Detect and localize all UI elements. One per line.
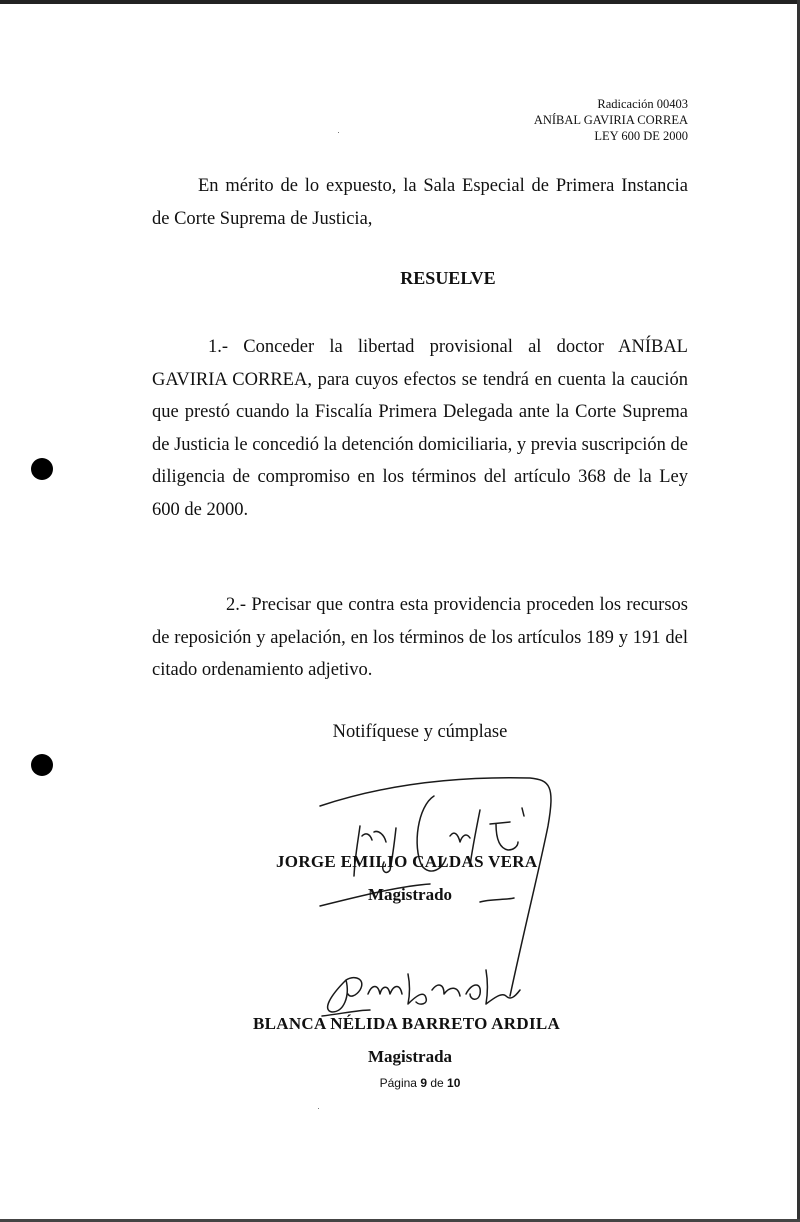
- footer-prefix: Página: [379, 1076, 417, 1090]
- signatory-2-name: BLANCA NÉLIDA BARRETO ARDILA: [253, 1014, 561, 1033]
- signatory-2-role: Magistrada: [368, 1047, 453, 1066]
- signatory-1-name: JORGE EMILIO CALDAS VERA: [276, 852, 538, 871]
- case-law: LEY 600 DE 2000: [594, 129, 688, 143]
- scan-speck: [338, 132, 339, 133]
- punch-hole-bottom: [31, 754, 53, 776]
- resolution-item-2: [152, 589, 688, 687]
- signatory-1-role: Magistrado: [368, 885, 453, 904]
- case-number: Radicación 00403: [597, 97, 688, 111]
- item-2-text: 2.- Precisar que contra esta providencia proceden los recursos de reposición y apelación, en los términos de los artículos 189 y 191 del citado ordenamiento adjetivo.: [152, 595, 688, 680]
- intro-paragraph: [152, 170, 688, 235]
- resolution-item-1: [152, 331, 688, 526]
- scan-speck: [318, 1108, 319, 1109]
- case-header: [534, 96, 688, 144]
- item-1-text: 1.- Conceder la libertad provisional al doctor ANÍBAL GAVIRIA CORREA, para cuyos efectos se tendrá en cuenta la caución que prestó cuando la Fiscalía Primera Delegada ante la Corte Suprema de Justicia le concedió la detención domiciliaria, y previa suscripción de diligencia de compromiso en los términos del artículo 368 de la Ley 600 de 2000.: [152, 337, 688, 520]
- intro-text: En mérito de lo expuesto, la Sala Especial de Primera Instancia de Corte Suprema de Justicia,: [152, 176, 688, 229]
- footer-page-number: 9: [420, 1076, 427, 1090]
- case-party: ANÍBAL GAVIRIA CORREA: [533, 113, 688, 127]
- footer-connector: de: [430, 1076, 444, 1090]
- page-footer: [0, 1076, 800, 1090]
- resolution-title: RESUELVE: [400, 268, 496, 288]
- closing-formula: Notifíquese y cúmplase: [332, 722, 508, 742]
- page-edge-top: [0, 0, 800, 4]
- signature-barreto-ardila: [310, 960, 540, 1020]
- punch-hole-top: [31, 458, 53, 480]
- footer-total-pages: 10: [447, 1076, 461, 1090]
